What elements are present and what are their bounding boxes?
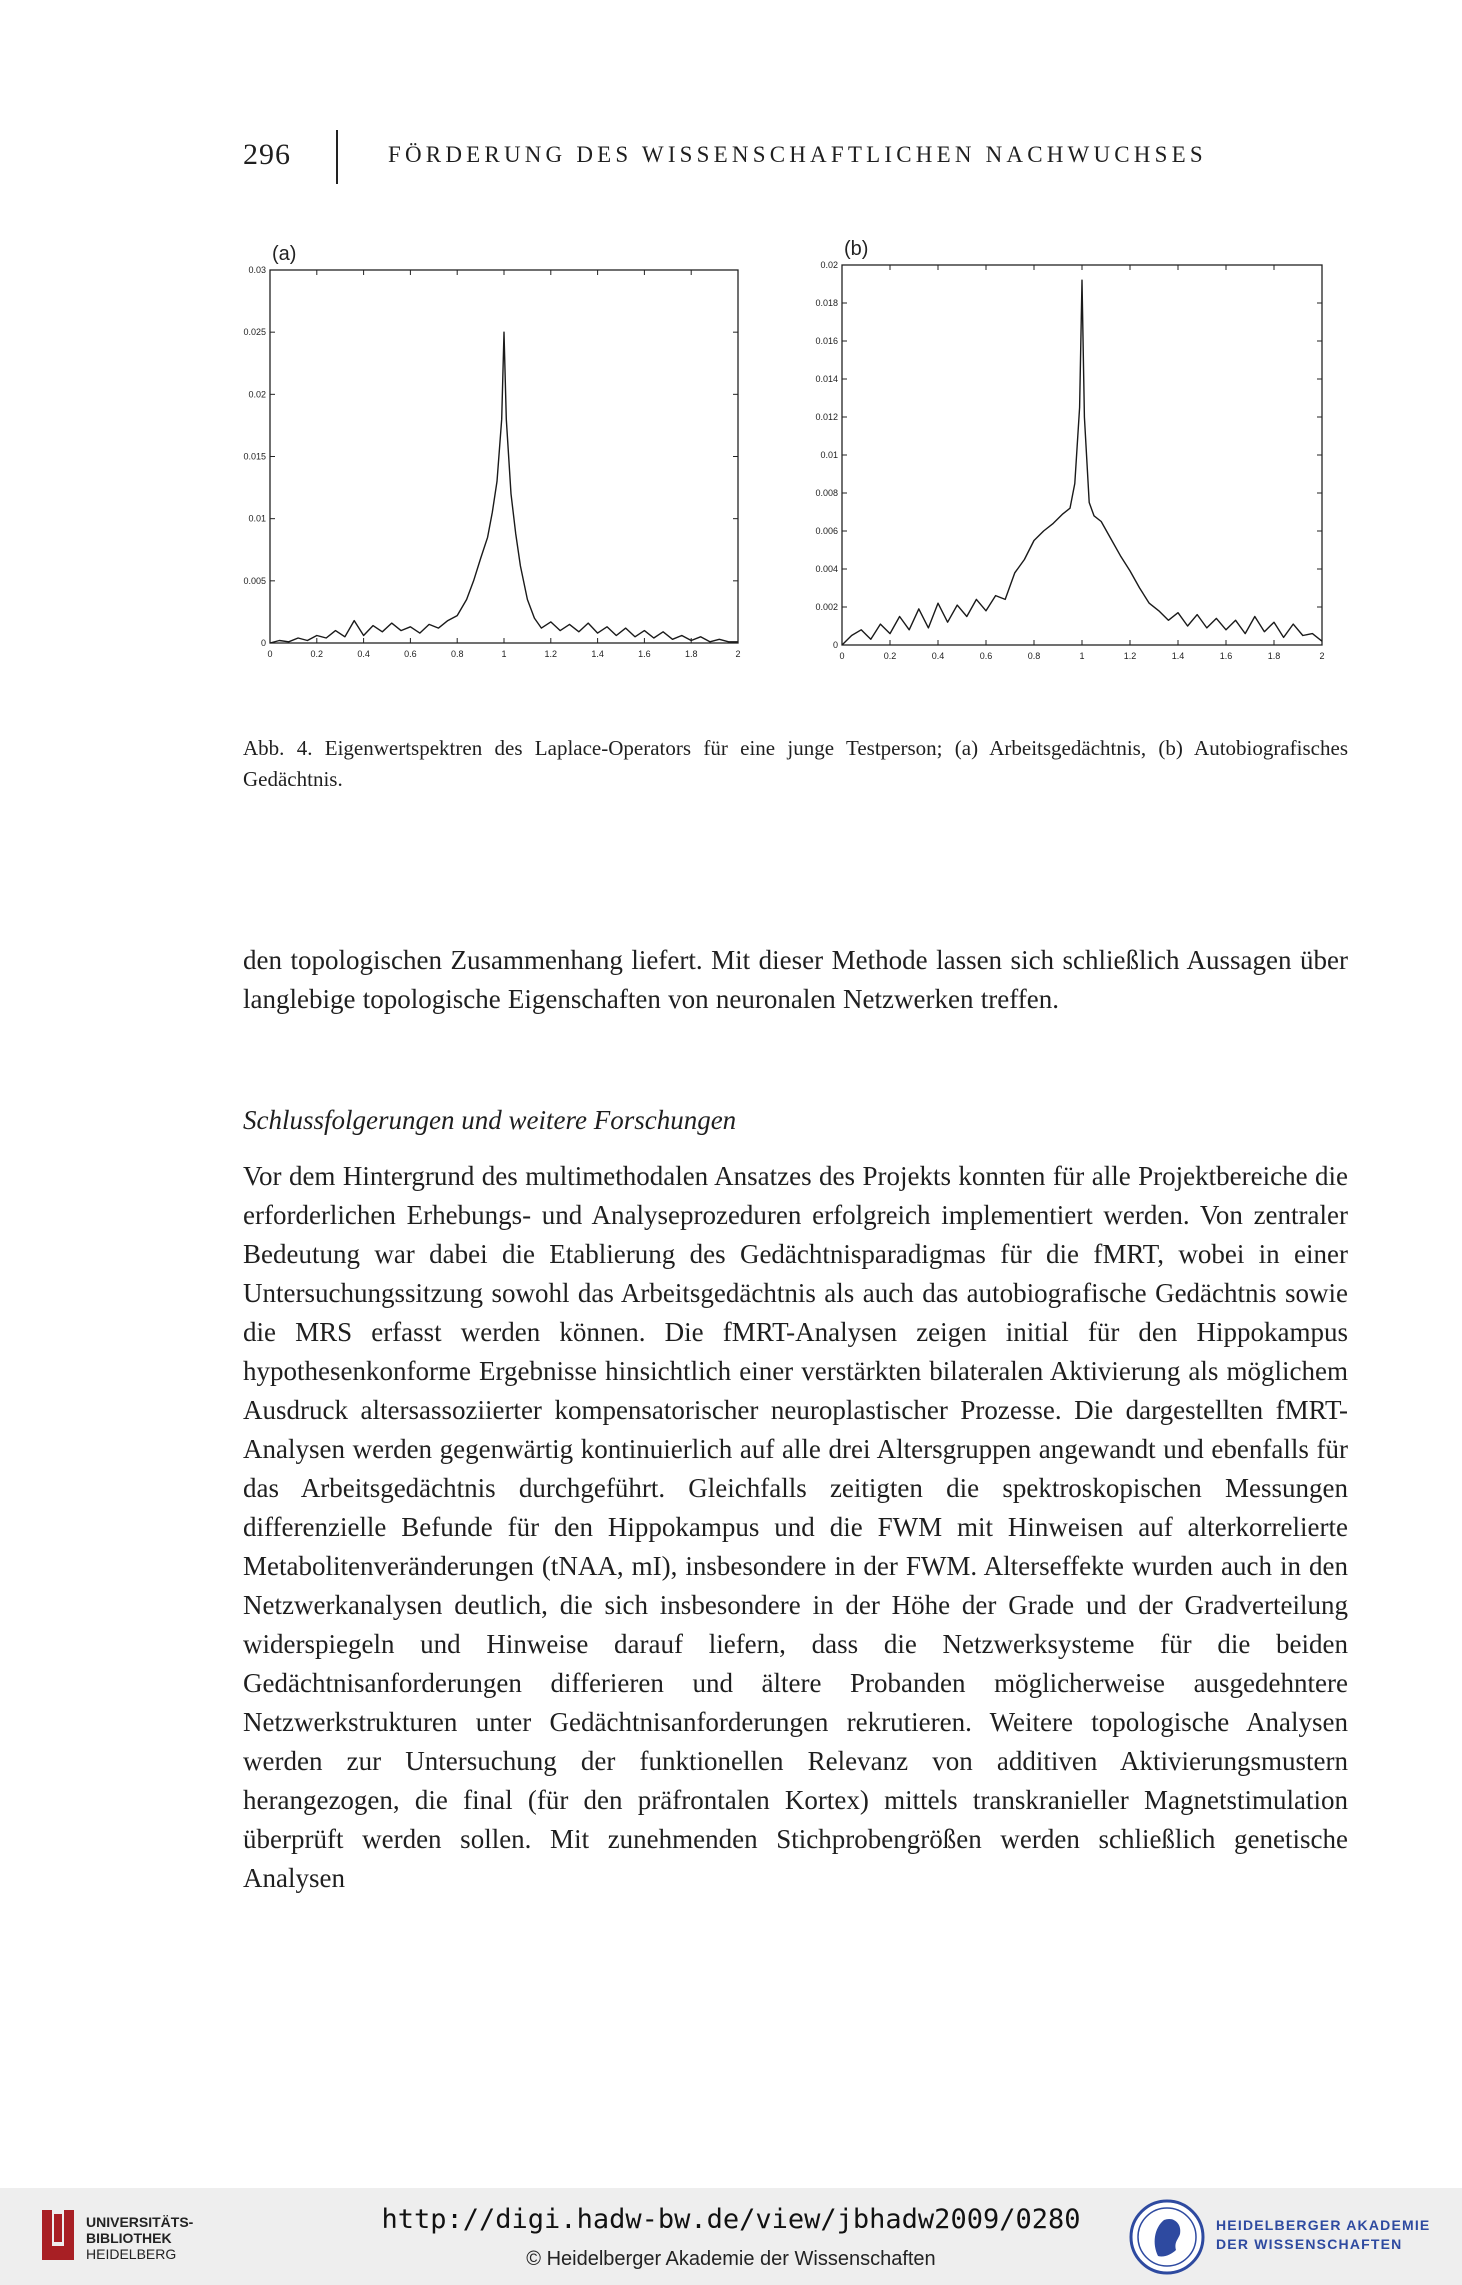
section-heading: Schlussfolgerungen und weitere Forschungen bbox=[243, 1105, 737, 1135]
panel-label: (a) bbox=[272, 243, 297, 265]
digital-url-link[interactable]: http://digi.hadw-bw.de/view/jbhadw2009/0280 bbox=[381, 2204, 1081, 2235]
x-tick-label: 1.6 bbox=[1219, 651, 1233, 661]
y-tick-label: 0.02 bbox=[820, 260, 838, 270]
x-tick-label: 1.4 bbox=[1171, 651, 1185, 661]
academy-name-line-2: DER WISSENSCHAFTEN bbox=[1216, 2236, 1403, 2252]
series-line bbox=[842, 280, 1322, 645]
plot-frame bbox=[842, 265, 1322, 645]
x-tick-label: 0.6 bbox=[404, 649, 417, 659]
x-tick-label: 0.8 bbox=[450, 649, 464, 659]
x-tick-label: 0.4 bbox=[357, 649, 370, 659]
academy-name bbox=[1216, 2216, 1430, 2254]
panel-label: (b) bbox=[844, 238, 869, 260]
x-tick-label: 0.6 bbox=[979, 651, 993, 661]
y-tick-label: 0.015 bbox=[243, 451, 266, 462]
header-divider bbox=[336, 130, 338, 184]
x-tick-label: 1.8 bbox=[1267, 651, 1281, 661]
library-name-line-1: UNIVERSITÄTS- bbox=[86, 2214, 194, 2230]
chart-a bbox=[240, 225, 760, 685]
y-tick-label: 0 bbox=[260, 638, 266, 648]
x-tick-label: 0 bbox=[839, 651, 845, 661]
x-tick-label: 1 bbox=[1079, 651, 1085, 661]
x-tick-label: 0 bbox=[267, 649, 273, 659]
page-number: 296 bbox=[243, 138, 291, 171]
x-tick-label: 1.2 bbox=[1123, 651, 1137, 661]
x-tick-label: 1.4 bbox=[591, 649, 604, 659]
academy-seal-icon bbox=[1128, 2198, 1206, 2276]
y-tick-label: 0.01 bbox=[820, 450, 838, 460]
series-line bbox=[270, 332, 738, 643]
chart-panel-a bbox=[240, 225, 760, 685]
y-tick-label: 0.008 bbox=[815, 488, 838, 498]
x-tick-label: 0.8 bbox=[1027, 651, 1041, 661]
x-tick-label: 0.4 bbox=[931, 651, 945, 661]
x-tick-label: 2 bbox=[735, 649, 741, 659]
y-tick-label: 0.01 bbox=[248, 513, 266, 524]
y-tick-label: 0.02 bbox=[248, 389, 266, 400]
y-tick-label: 0.005 bbox=[243, 575, 266, 586]
running-head bbox=[243, 138, 1243, 178]
chart-b bbox=[810, 225, 1340, 685]
y-tick-label: 0.014 bbox=[815, 374, 838, 384]
x-tick-label: 1.2 bbox=[544, 649, 558, 659]
x-tick-label: 2 bbox=[1319, 651, 1325, 661]
body-paragraph-2: Vor dem Hintergrund des multimethodalen Ansatzes des Projekts konnten für alle Projektbereiche die erforderlichen Erhebungs- und Analyseprozeduren erfolgreich implementiert werden. Von zentraler Bedeutung war dabei die Etablierung des Gedächtnisparadigmas für die fMRT, wobei in einer Untersuchungssitzung sowohl das Arbeitsgedächtnis als auch das autobiografische Gedächtnis sowie die MRS erfasst werden können. Die fMRT-Analysen zeigen initial für den Hippokampus hypothesenkonforme Ergebnisse hinsichtlich einer verstärkten bilateralen Aktivierung als möglichem Ausdruck altersassoziierter kompensatorischer neuroplastischer Prozesse. Die dargestellten fMRT-Analysen werden gegenwärtig kontinuierlich auf alle drei Altersgruppen angewandt und ebenfalls für das Arbeitsgedächtnis durchgeführt. Gleichfalls zeitigten die spektroskopischen Messungen differenzielle Befunde für den Hippokampus und die FWM mit Hinweisen auf alterkorrelierte Metabolitenveränderungen (tNAA, mI), insbesondere in der FWM. Alterseffekte wurden auch in den Netzwerkanalysen deutlich, die sich insbesondere in der Höhe der Grade und der Gradverteilung widerspiegeln und Hinweise darauf liefern, dass die Netzwerksysteme für die beiden Gedächtnisanforderungen differieren und ältere Probanden möglicherweise ausgedehntere Netzwerkstrukturen unter Gedächtnisanforderungen rekrutieren. Weitere topologische Analysen werden zur Untersuchung der funktionellen Relevanz von additiven Aktivierungsmustern herangezogen, die final (für den präfrontalen Kortex) mittels transkranieller Magnetstimulation überprüft werden sollen. Mit zunehmenden Stichprobengrößen werden schließlich genetische Analysen bbox=[243, 1161, 1348, 1893]
y-tick-label: 0.025 bbox=[243, 327, 266, 338]
y-tick-label: 0.002 bbox=[815, 602, 838, 612]
plot-frame bbox=[270, 270, 738, 643]
x-tick-label: 0.2 bbox=[883, 651, 897, 661]
y-tick-label: 0.004 bbox=[815, 564, 838, 574]
library-name-line-2: BIBLIOTHEK bbox=[86, 2230, 172, 2246]
y-tick-label: 0.016 bbox=[815, 336, 838, 346]
y-tick-label: 0.006 bbox=[815, 526, 838, 536]
y-tick-label: 0 bbox=[832, 640, 838, 650]
x-tick-label: 1 bbox=[501, 649, 507, 659]
running-title: FÖRDERUNG DES WISSENSCHAFTLICHEN NACHWUCHSES bbox=[388, 142, 1207, 167]
chart-panel-b bbox=[810, 225, 1340, 685]
footer-bar bbox=[0, 2188, 1462, 2285]
body-paragraph-1: den topologischen Zusammenhang liefert. Mit dieser Methode lassen sich schließlich Aussagen über langlebige topologische Eigenschaften von neuronalen Netzwerken treffen. bbox=[243, 945, 1348, 1014]
x-tick-label: 1.8 bbox=[684, 649, 698, 659]
copyright-notice: © Heidelberger Akademie der Wissenschaften bbox=[526, 2248, 936, 2270]
library-city: HEIDELBERG bbox=[86, 2246, 177, 2262]
x-tick-label: 1.6 bbox=[638, 649, 651, 659]
academy-name-line-1: HEIDELBERGER AKADEMIE bbox=[1216, 2217, 1431, 2233]
y-tick-label: 0.03 bbox=[248, 265, 266, 275]
figure-caption: Abb. 4. Eigenwertspektren des Laplace-Operators für eine junge Testperson; (a) Arbeitsgedächtnis, (b) Autobiografisches Gedächtnis. bbox=[243, 736, 1348, 791]
x-tick-label: 0.2 bbox=[310, 649, 324, 659]
y-tick-label: 0.018 bbox=[815, 298, 838, 308]
figure bbox=[240, 225, 1350, 685]
y-tick-label: 0.012 bbox=[815, 412, 838, 422]
